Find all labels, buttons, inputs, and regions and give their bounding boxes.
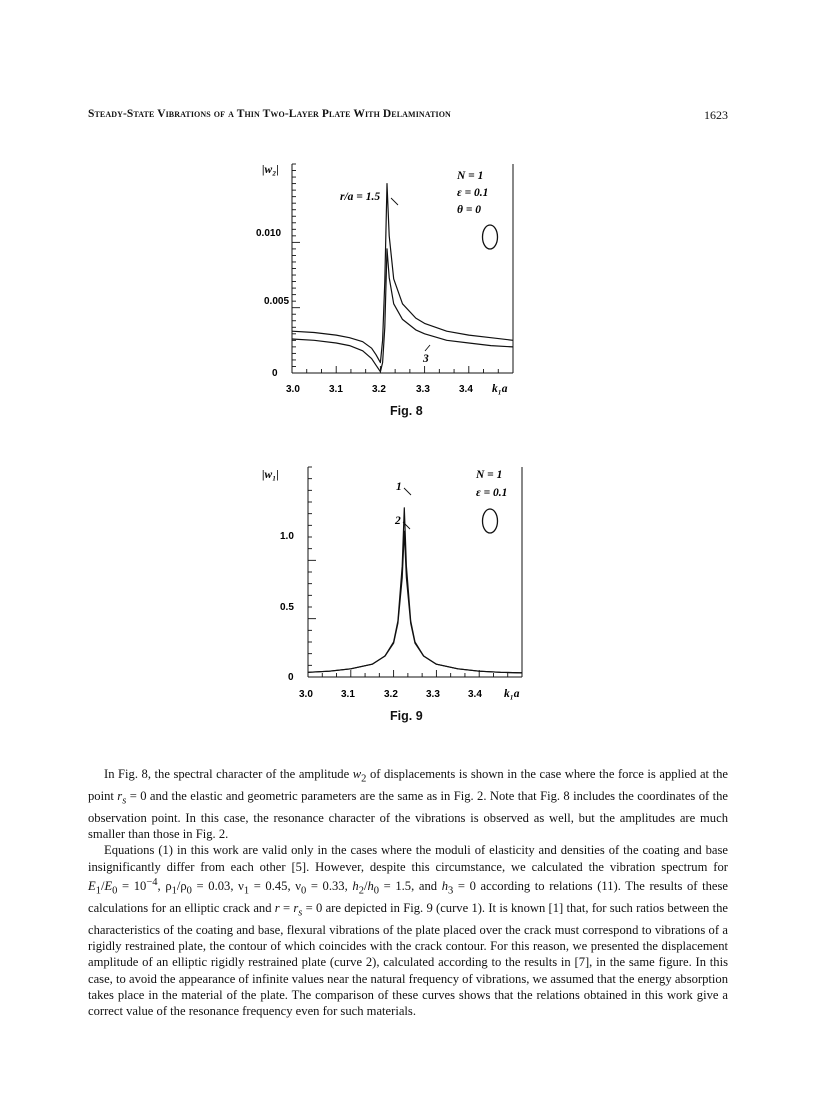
- figure-8-annotation-curve-3: 3: [423, 353, 429, 365]
- figure-9-y-tick-label: 0.5: [280, 602, 294, 613]
- paragraph: Equations (1) in this work are valid only in the cases where the moduli of elasticity and densities of the coating and base insignificantly differ from each other [5]. However, despite this circumstance, we calculated the vibration spectrum for $E_1/E_0 = 10^{-4}$, $\rho_1/\rho_0 = 0.03$, $\nu_1 = 0.45$, $\nu_0 = 0.33$, $h_2/h_0 = 1.5$, and $h_3 = 0$ according to relations (11). The results of these calculations for an elliptic crack and $r = r_s = 0$ are depicted in Fig. 9 (curve 1). It is known [1] that, for such ratios between the characteristics of the coating and base, flexural vibrations of the plate placed over the crack must correspond to vibrations of a rigidly restrained plate, the contour of which coincides with the crack contour. For this reason, we presented the displacement amplitude of an elliptic rigidly restrained plate (curve 2), calculated according to the results in [7], in the same figure. In this case, to avoid the appearance of infinite values near the natural frequency of vibrations, we assumed that the energy absorption takes place in the material of the plate. The comparison of these curves shows that the relations obtained in this work give a correct value of the resonance frequency even for such materials.: [88, 843, 728, 1019]
- figure-8-caption: Fig. 8: [390, 404, 423, 418]
- curve-2: [308, 531, 522, 673]
- figure-8-x-tick-label: 3.3: [416, 384, 430, 395]
- figure-8-y-tick-label: 0.010: [256, 228, 282, 239]
- paragraph: In Fig. 8, the spectral character of the amplitude $w_2$ of displacements is shown in the case where the force is applied at the point $r_s = 0$ and the elastic and geometric parameters are the same as in Fig. 2. Note that Fig. 8 includes the coordinates of the observation point. In this case, the resonance character of the vibrations is observed as well, but the amplitudes are much smaller than those in Fig. 2.: [88, 767, 728, 841]
- figure-8-annotation-leader: [425, 345, 430, 351]
- figure-8-annotation-leader: [391, 198, 398, 205]
- elliptic-crack-icon: [483, 225, 498, 249]
- figure-9-x-tick-label: 3.4: [468, 689, 482, 700]
- figure-9-y-axis-label: |w₁|: [262, 469, 279, 481]
- figure-8-legend-epsilon: ε = 0.1: [457, 187, 489, 199]
- figure-8: [250, 150, 550, 430]
- figure-9-annotation-curve-1: 1: [396, 481, 402, 493]
- running-head: Steady-State Vibrations of a Thin Two-Layer Plate With Delamination: [88, 108, 451, 120]
- figure-8-x-tick-label: 3.4: [459, 384, 473, 395]
- figure-9: [250, 455, 550, 735]
- figure-9-y-tick-label: 1.0: [280, 531, 294, 542]
- figure-8-x-tick-label: 3.2: [372, 384, 386, 395]
- figure-9-legend-epsilon: ε = 0.1: [476, 487, 508, 499]
- figure-8-y-axis-label: |w₂|: [262, 164, 279, 176]
- figure-9-x-tick-label: 3.3: [426, 689, 440, 700]
- page-number: 1623: [704, 108, 728, 122]
- curve-1: [292, 249, 513, 372]
- body-text: [88, 766, 728, 1019]
- figure-8-legend-n: N = 1: [457, 170, 484, 182]
- figure-9-legend-n: N = 1: [476, 469, 503, 481]
- figure-8-annotation-r-a: r/a = 1.5: [340, 191, 381, 203]
- figure-9-caption: Fig. 9: [390, 709, 423, 723]
- figure-9-y-tick-label: 0: [288, 672, 294, 683]
- figure-8-plot: [250, 150, 550, 400]
- figure-9-x-tick-label: 3.2: [384, 689, 398, 700]
- figure-9-x-tick-label: 3.0: [299, 689, 313, 700]
- figure-8-x-tick-label: 3.1: [329, 384, 343, 395]
- elliptic-crack-icon: [483, 509, 498, 533]
- figure-9-x-axis-label: k₁a: [504, 688, 520, 700]
- figure-8-y-tick-label: 0.005: [264, 296, 290, 307]
- page-header: [88, 108, 728, 124]
- figure-8-y-tick-label: 0: [272, 368, 278, 379]
- figure-9-x-tick-label: 3.1: [341, 689, 355, 700]
- figure-9-annotation-curve-2: 2: [395, 515, 401, 527]
- figure-9-annotation-leader: [404, 488, 411, 495]
- figure-8-legend-theta: θ = 0: [457, 204, 482, 216]
- figure-8-x-axis-label: k₁a: [492, 383, 508, 395]
- figure-8-x-tick-label: 3.0: [286, 384, 300, 395]
- figure-9-plot: [250, 455, 550, 705]
